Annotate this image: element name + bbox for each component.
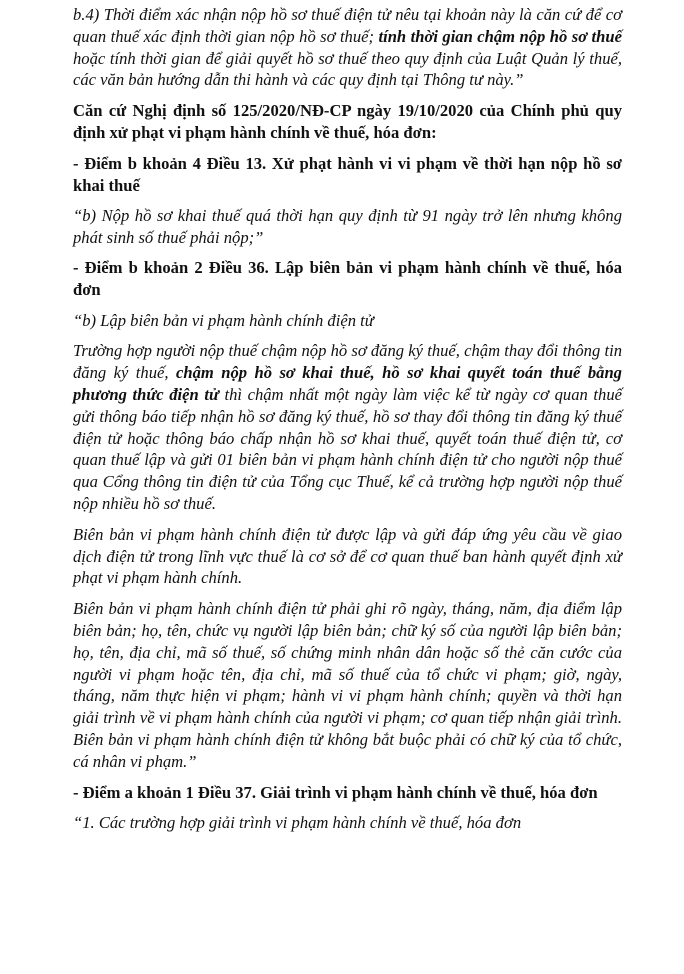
bold-phrase: chậm nộp hồ sơ khai thuế, hồ sơ khai quyết toán thuế bằng phương thức điện tử	[73, 363, 622, 404]
quote-article-36-basis: Biên bản vi phạm hành chính điện tử được lập và gửi đáp ứng yêu cầu về giao dịch điện tử trong lĩnh vực thuế là cơ sở để cơ quan thuế ban hành quyết định xử phạt vi phạm hành chính.	[73, 524, 622, 588]
paragraph-decree-basis: Căn cứ Nghị định số 125/2020/NĐ-CP ngày 19/10/2020 của Chính phủ quy định xử phạt vi phạm hành chính về thuế, hóa đơn:	[73, 101, 622, 142]
heading-article-37: - Điểm a khoản 1 Điều 37. Giải trình vi phạm hành chính về thuế, hóa đơn	[73, 782, 598, 802]
text: Trường hợp người nộp thuế chậm nộp hồ sơ đăng ký thuế, chậm thay đổi thông tin đăng ký thuế,	[73, 341, 622, 383]
text: hoặc tính thời gian để giải quyết hồ sơ thuế theo quy định của Luật Quản lý thuế, các văn bản hướng dẫn thi hành và các quy định tại Thông tư này.”	[73, 48, 622, 90]
text: b.4) Thời điểm xác nhận nộp hồ sơ thuế điện tử nêu tại khoản này là căn cứ để cơ quan thuế xác định thời gian nộp hồ sơ thuế;	[73, 5, 622, 46]
bold-phrase: tính thời gian chậm nộp hồ sơ thuế	[378, 26, 622, 46]
heading-article-13: - Điểm b khoản 4 Điều 13. Xử phạt hành vi vi phạm về thời hạn nộp hồ sơ khai thuế	[73, 153, 622, 195]
quote-article-36-title: “b) Lập biên bản vi phạm hành chính điện tử	[73, 310, 374, 330]
quote-article-36-body	[73, 340, 622, 514]
quote-article-37: “1. Các trường hợp giải trình vi phạm hành chính về thuế, hóa đơn	[73, 813, 522, 833]
quote-article-36-content: Biên bản vi phạm hành chính điện tử phải ghi rõ ngày, tháng, năm, địa điểm lập biên bản; họ, tên, chức vụ người lập biên bản; chữ ký số của người lập biên bản; họ, tên, địa chỉ, mã số thuế, số chứng minh nhân dân hoặc số thẻ căn cước của người vi phạm hoặc tên, địa chỉ, mã số thuế của tổ chức vi phạm; giờ, ngày, tháng, năm thực hiện vi phạm; hành vi vi phạm hành chính; quyền và thời hạn giải trình về vi phạm hành chính của người vi phạm; cơ quan tiếp nhận giải trình. Biên bản vi phạm hành chính điện tử không bắt buộc phải có chữ ký của tổ chức, cá nhân vi phạm.”	[73, 599, 622, 771]
heading-article-36: - Điểm b khoản 2 Điều 36. Lập biên bản vi phạm hành chính về thuế, hóa đơn	[73, 257, 622, 299]
text: thì chậm nhất một ngày làm việc kể từ ngày cơ quan thuế gửi thông báo tiếp nhận hồ sơ đăng ký thuế, hồ sơ thay đổi thông tin đăng ký thuế điện tử hoặc thông báo chấp nhận hồ sơ khai thuế, quyết toán thuế điện tử, cơ quan thuế lập và gửi 01 biên bản vi phạm hành chính điện tử cho người nộp thuế qua Cổng thông tin điện tử của Tổng cục Thuế, kể cả trường hợp người nộp thuế nộp nhiều hồ sơ thuế.	[73, 384, 622, 513]
paragraph-b4	[73, 4, 622, 91]
quote-article-13: “b) Nộp hồ sơ khai thuế quá thời hạn quy định từ 91 ngày trở lên nhưng không phát sinh số thuế phải nộp;”	[73, 206, 622, 248]
